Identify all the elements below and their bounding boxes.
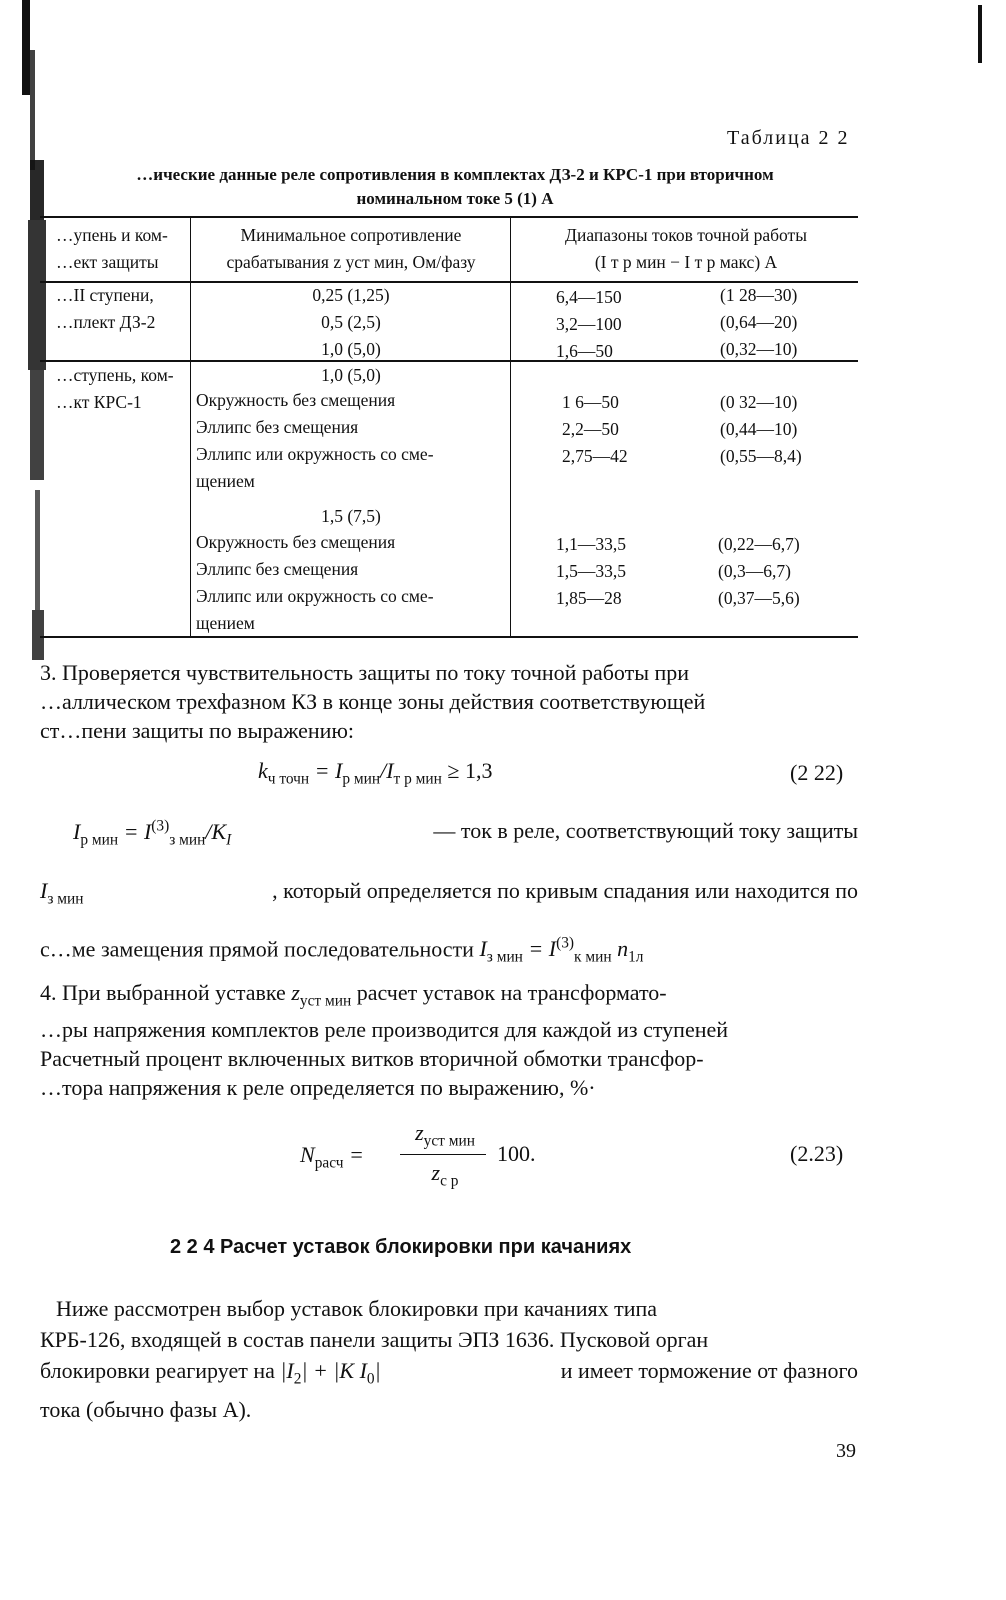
table-cell: 1 6—50 — [562, 392, 619, 412]
group-label-text: …плект ДЗ-2 — [56, 312, 156, 332]
table-top-rule — [40, 216, 858, 218]
text-line: — ток в реле, соответствующий току защиты — [433, 818, 858, 843]
scan-artifact — [35, 490, 40, 610]
scan-artifact — [30, 370, 44, 480]
table-cell: 2,2—50 — [562, 419, 619, 439]
table-cell: Эллипс или окружность со сме- — [196, 586, 434, 606]
scan-artifact — [32, 610, 44, 660]
text-line: ст…пени защиты по выражению: — [40, 718, 355, 743]
group2-sub2-desc — [196, 529, 434, 637]
text-line: …аллическом трехфазном КЗ в конце зоны действия соответствующей — [40, 689, 706, 714]
group2-sub1-desc — [196, 387, 434, 495]
header-stage — [56, 222, 168, 276]
group2-sub1-range — [562, 389, 628, 470]
table-cell: Эллипс без смещения — [196, 559, 359, 579]
equation-number: (2.23) — [790, 1141, 844, 1166]
group2-sub2-range — [556, 531, 626, 612]
header-text: Диапазоны токов точной работы — [565, 225, 807, 245]
text-line: с…ме замещения прямой последовательности — [40, 936, 474, 962]
table-cell: 3,2—100 — [556, 314, 622, 334]
table-cell: (0 32—10) — [720, 392, 798, 412]
where-line-3: с…ме замещения прямой последовательности $I_{з мин} = I^{(3)}_{к мин}$ $n_{1л}$ — [40, 935, 644, 966]
table-caption: Таблица 2 2 — [727, 127, 850, 149]
table-cell: Эллипс без смещения — [196, 417, 359, 437]
table-cell: (0,44—10) — [720, 419, 798, 439]
table-cell: 0,5 (2,5) — [321, 312, 381, 332]
table-cell: (0,3—6,7) — [718, 561, 791, 581]
paragraph-4 — [40, 978, 858, 1102]
table-cell: (0,37—5,6) — [718, 588, 800, 608]
table-cell: щением — [196, 471, 255, 491]
text-line: 3. Проверяется чувствительность защиты по току точной работы при — [40, 660, 690, 685]
text-line: …тора напряжения к реле определяется по выражению, %· — [40, 1075, 596, 1101]
header-text: срабатывания z уст мин, Ом/фазу — [226, 252, 476, 272]
group-label-text: …ступень, ком- — [56, 365, 174, 385]
table-title-line: номинальном токе 5 (1) А — [356, 189, 554, 208]
table-cell: Окружность без смещения — [196, 390, 396, 410]
equation-number: (2 22) — [790, 760, 844, 785]
group-label-text: …кт КРС-1 — [56, 392, 142, 412]
table-col-rule — [190, 216, 191, 636]
group2-label — [56, 362, 174, 416]
text-line: 4. При выбранной уставке $z_{уст мин}$ расчет уставок на трансформато- — [40, 980, 667, 1010]
group-label-text: …II ступени, — [56, 285, 154, 305]
table-cell: 1,1—33,5 — [556, 534, 626, 554]
table-col-rule — [510, 216, 511, 636]
header-current-range — [514, 222, 858, 276]
text-line: , который определяется по кривым спадания или находится по — [272, 878, 858, 903]
text-span: расчет уставок на трансформато- — [356, 980, 667, 1005]
table-cell: 2,75—42 — [562, 446, 628, 466]
group2-sub2-range-alt — [718, 531, 800, 612]
table-bottom-rule — [40, 636, 858, 638]
header-text: …ект защиты — [56, 252, 159, 272]
where-line-1: $I_{р мин} = I^{(3)}_{з мин}/K_I$ — ток в реле, соответствующий току защиты — [40, 818, 858, 849]
header-text: Минимальное сопротивление — [240, 225, 462, 245]
table-cell: 6,4—150 — [556, 287, 622, 307]
text-line: Ниже рассмотрен выбор уставок блокировки при качаниях типа — [56, 1296, 658, 1321]
table-title-line: …ические данные реле сопротивления в комплектах ДЗ-2 и КРС-1 при вторичном — [136, 165, 774, 184]
table-cell: (0,22—6,7) — [718, 534, 800, 554]
text-span: 4. При выбранной уставке — [40, 980, 286, 1005]
equation-2-22: $k_{ч точн} = I_{р мин}/I_{т р мин} \ge 1,3$ — [258, 758, 493, 788]
table-cell: Окружность без смещения — [196, 532, 396, 552]
text-span: блокировки реагирует на — [40, 1358, 275, 1383]
table-cell: 0,25 (1,25) — [312, 285, 390, 305]
table-cell: 1,0 (5,0) — [321, 339, 381, 359]
text-span: и имеет торможение от фазного — [560, 1358, 858, 1383]
header-text: …упень и ком- — [56, 225, 168, 245]
group2-sub1-head: 1,0 (5,0) — [321, 365, 381, 385]
group1-label — [56, 282, 155, 336]
text-line: блокировки реагирует на $|I_2| + |K$ $I_0|$ и имеет торможение от фазного — [40, 1355, 858, 1394]
text-line: Расчетный процент включенных витков вторичной обмотки трансфор- — [40, 1046, 704, 1072]
table-cell: (0,32—10) — [720, 339, 798, 359]
table-cell: (0,64—20) — [720, 312, 798, 332]
table-cell: 1,6—50 — [556, 341, 613, 361]
paragraph-5 — [40, 1293, 858, 1425]
where-line-2: $I_{з мин}$ , который определяется по кривым спадания или находится по — [40, 878, 858, 908]
table-cell: (1 28—30) — [720, 285, 798, 305]
group2-sub2-head: 1,5 (7,5) — [321, 506, 381, 526]
table-cell: 1,85—28 — [556, 588, 622, 608]
section-heading: 2 2 4 Расчет уставок блокировки при качаниях — [170, 1236, 632, 1258]
header-resistance — [196, 222, 506, 276]
paragraph-3 — [40, 658, 858, 745]
scan-artifact — [28, 220, 46, 370]
scan-artifact — [22, 0, 30, 95]
table-cell: (0,55—8,4) — [720, 446, 802, 466]
scan-artifact — [30, 50, 35, 170]
table-title — [40, 163, 870, 211]
table-cell: щением — [196, 613, 255, 633]
group1-range-alt-col — [720, 282, 797, 363]
table-cell: 1,5—33,5 — [556, 561, 626, 581]
table-cell: Эллипс или окружность со сме- — [196, 444, 434, 464]
header-text: (I т р мин − I т р макс) А — [594, 252, 778, 272]
group1-z-col — [196, 282, 506, 363]
equation-factor: 100. — [497, 1141, 536, 1166]
text-line: КРБ-126, входящей в состав панели защиты ЭПЗ 1636. Пусковой орган — [40, 1327, 709, 1352]
group1-range-col — [556, 284, 622, 365]
text-line: тока (обычно фазы A). — [40, 1397, 252, 1423]
scan-artifact — [978, 5, 982, 63]
page-number: 39 — [836, 1440, 856, 1462]
text-line: …ры напряжения комплектов реле производится для каждой из ступеней — [40, 1017, 729, 1043]
group2-sub1-range-alt — [720, 389, 802, 470]
